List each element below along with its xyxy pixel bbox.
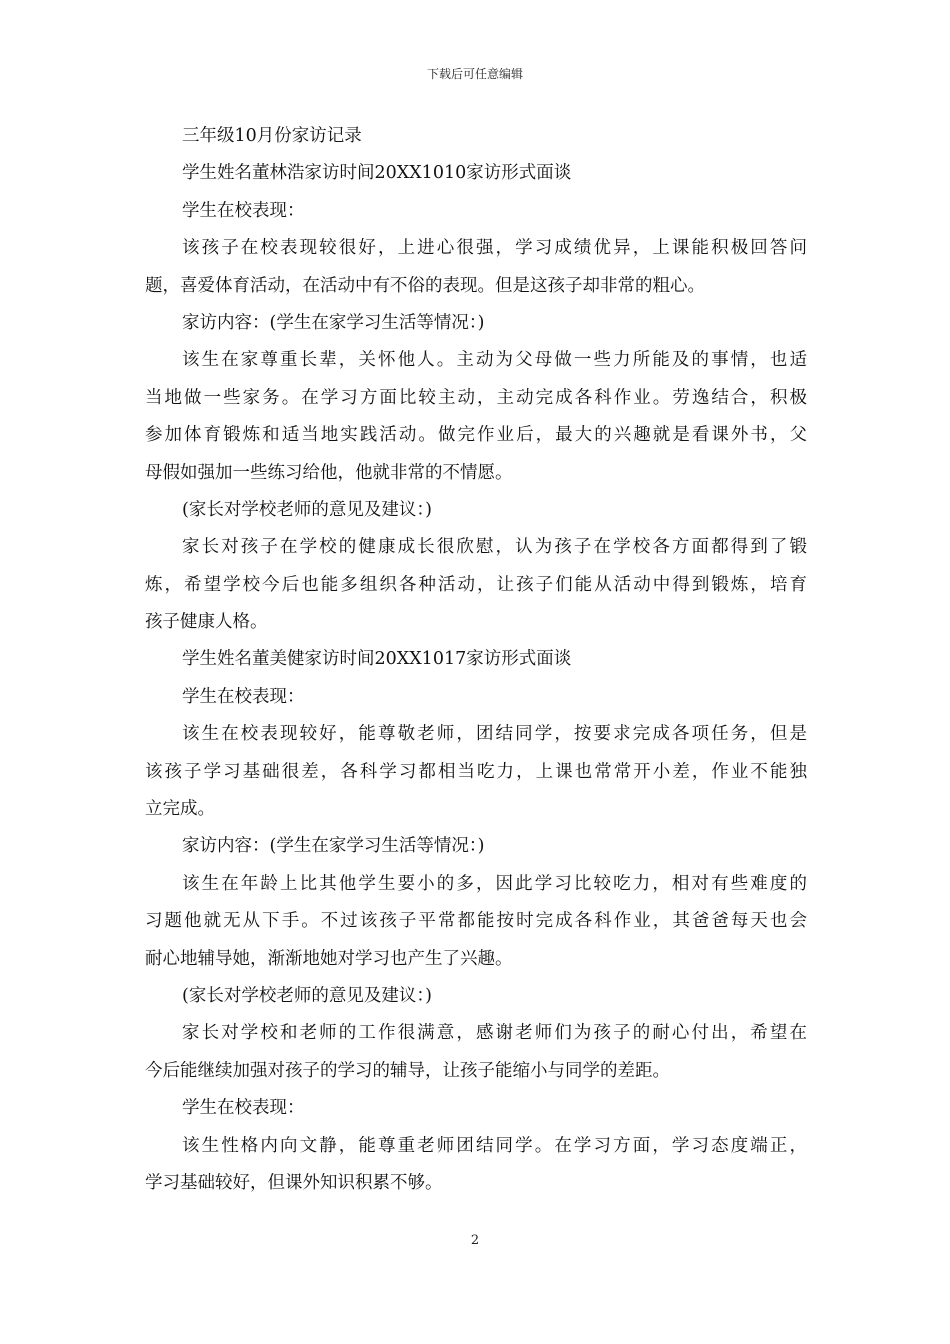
- text-line: 家访内容：(学生在家学习生活等情况：): [182, 836, 485, 857]
- text-line: 学生姓名董林浩家访时间20XX1010家访形式面谈: [182, 163, 572, 184]
- text-line: 家访内容：(学生在家学习生活等情况：): [182, 312, 485, 333]
- text-line: 三年级10月份家访记录: [182, 126, 362, 146]
- text-line: 该生在校表现较好，能尊敬老师，团结同学，按要求完成各项任务，但是: [182, 724, 807, 745]
- text-line: 习题他就无从下手。不过该孩子平常都能按时完成各科作业，其爸爸每天也会: [145, 911, 807, 932]
- text-line: 学生在校表现：: [182, 200, 305, 221]
- text-line: 题，喜爱体育活动，在活动中有不俗的表现。但是这孩子却非常的粗心。: [145, 275, 705, 296]
- text-line: 该孩子在校表现较很好，上进心很强，学习成绩优异，上课能积极回答问: [182, 238, 807, 259]
- text-line: 学生在校表现：: [182, 686, 305, 707]
- text-line: 今后能继续加强对孩子的学习的辅导，让孩子能缩小与同学的差距。: [145, 1060, 670, 1081]
- text-line: (家长对学校老师的意见及建议：): [182, 985, 432, 1006]
- text-line: 孩子健康人格。: [145, 612, 268, 633]
- text-line: 该孩子学习基础很差，各科学习都相当吃力，上课也常常开小差，作业不能独: [145, 761, 807, 782]
- text-line: 耐心地辅导她，渐渐地她对学习也产生了兴趣。: [145, 948, 513, 969]
- document-body: [145, 118, 807, 1202]
- text-line: 母假如强加一些练习给他，他就非常的不情愿。: [145, 462, 513, 483]
- page-number: 2: [470, 1233, 480, 1248]
- text-line: 学生在校表现：: [182, 1098, 305, 1119]
- page-header: 下载后可任意编辑: [426, 67, 523, 81]
- text-line: 炼，希望学校今后也能多组织各种活动，让孩子们能从活动中得到锻炼，培育: [145, 574, 807, 595]
- text-line: 当地做一些家务。在学习方面比较主动，主动完成各科作业。劳逸结合，积极: [145, 387, 807, 408]
- text-line: 该生性格内向文静，能尊重老师团结同学。在学习方面，学习态度端正，: [182, 1135, 807, 1156]
- text-line: 该生在家尊重长辈，关怀他人。主动为父母做一些力所能及的事情，也适: [182, 350, 807, 371]
- text-line: 家长对孩子在学校的健康成长很欣慰，认为孩子在学校各方面都得到了锻: [182, 537, 807, 558]
- text-line: 学生姓名董美健家访时间20XX1017家访形式面谈: [182, 649, 572, 670]
- text-line: 该生在年龄上比其他学生要小的多，因此学习比较吃力，相对有些难度的: [182, 873, 807, 894]
- text-line: 学习基础较好，但课外知识积累不够。: [145, 1172, 443, 1193]
- text-line: (家长对学校老师的意见及建议：): [182, 499, 432, 520]
- text-line: 家长对学校和老师的工作很满意，感谢老师们为孩子的耐心付出，希望在: [182, 1023, 807, 1044]
- text-line: 参加体育锻炼和适当地实践活动。做完作业后，最大的兴趣就是看课外书，父: [145, 425, 807, 446]
- text-line: 立完成。: [145, 799, 215, 820]
